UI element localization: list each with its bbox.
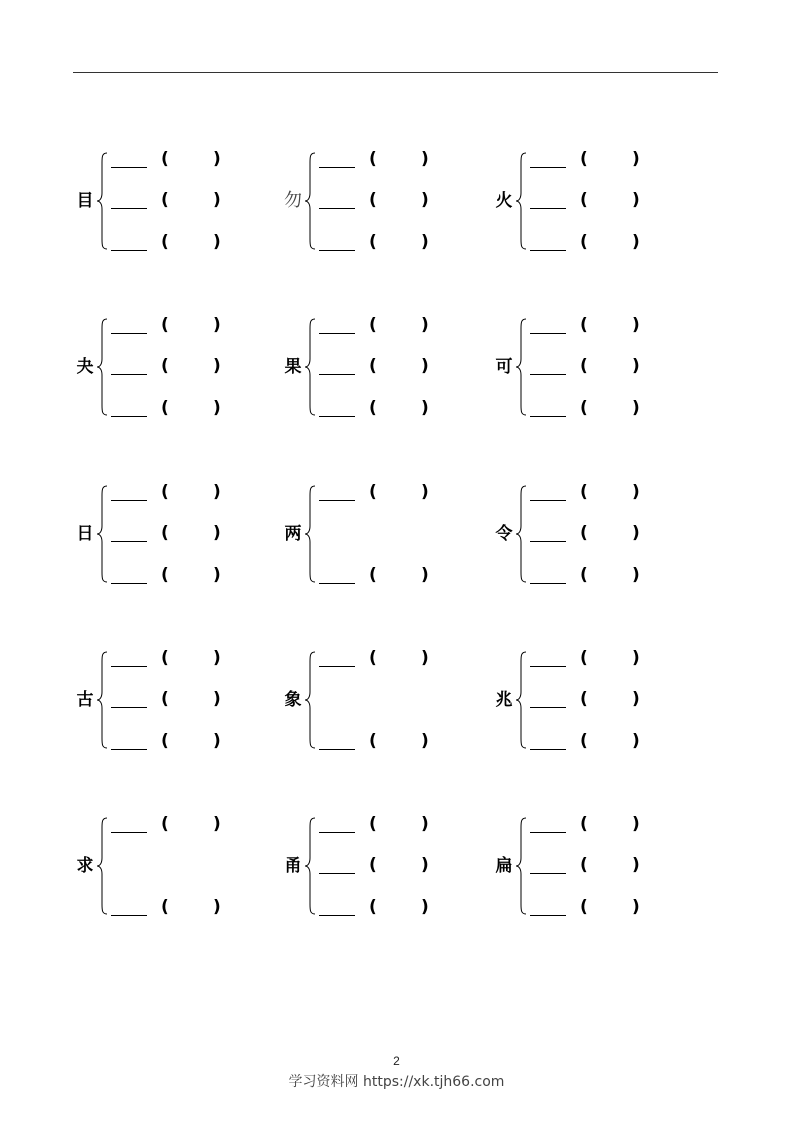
open-paren: ( [580, 855, 588, 875]
compound-group [73, 650, 273, 750]
compound-group [281, 317, 481, 417]
close-paren: ) [632, 356, 640, 376]
close-paren: ) [421, 897, 429, 917]
compound-group [281, 650, 481, 750]
compound-group [73, 484, 273, 584]
fill-in-blank[interactable] [319, 915, 355, 916]
answer-slot [111, 317, 231, 337]
compound-group [73, 816, 273, 916]
open-paren: ( [369, 315, 377, 335]
fill-in-blank[interactable] [111, 208, 147, 209]
open-paren: ( [580, 315, 588, 335]
answer-slot [530, 650, 650, 670]
answer-slot [530, 317, 650, 337]
compound-group [73, 317, 273, 417]
answer-slot [530, 816, 650, 836]
fill-in-blank[interactable] [319, 208, 355, 209]
close-paren: ) [632, 689, 640, 709]
fill-in-blank[interactable] [111, 500, 147, 501]
answer-slot [319, 567, 439, 587]
fill-in-blank[interactable] [319, 666, 355, 667]
answer-slot [111, 358, 231, 378]
open-paren: ( [580, 398, 588, 418]
close-paren: ) [421, 855, 429, 875]
base-character: 甬 [284, 856, 302, 876]
answer-slot [530, 857, 650, 877]
base-character: 兆 [495, 690, 513, 710]
base-character: 求 [76, 856, 94, 876]
close-paren: ) [632, 523, 640, 543]
open-paren: ( [580, 565, 588, 585]
close-paren: ) [632, 814, 640, 834]
close-paren: ) [632, 190, 640, 210]
close-paren: ) [213, 356, 221, 376]
compound-group [492, 816, 692, 916]
open-paren: ( [161, 565, 169, 585]
answer-slot [319, 484, 439, 504]
fill-in-blank[interactable] [530, 208, 566, 209]
curly-brace [514, 484, 528, 584]
open-paren: ( [580, 356, 588, 376]
close-paren: ) [632, 855, 640, 875]
fill-in-blank[interactable] [111, 666, 147, 667]
compound-group [281, 816, 481, 916]
fill-in-blank[interactable] [530, 416, 566, 417]
open-paren: ( [161, 315, 169, 335]
answer-slot [319, 234, 439, 254]
answer-slot [530, 525, 650, 545]
top-rule [73, 72, 718, 73]
open-paren: ( [369, 356, 377, 376]
close-paren: ) [421, 356, 429, 376]
fill-in-blank[interactable] [111, 915, 147, 916]
answer-slot [111, 691, 231, 711]
answer-slot [319, 151, 439, 171]
fill-in-blank[interactable] [319, 583, 355, 584]
close-paren: ) [213, 190, 221, 210]
curly-brace [95, 151, 109, 251]
close-paren: ) [421, 190, 429, 210]
open-paren: ( [369, 482, 377, 502]
curly-brace [514, 151, 528, 251]
close-paren: ) [632, 482, 640, 502]
fill-in-blank[interactable] [319, 374, 355, 375]
close-paren: ) [632, 232, 640, 252]
fill-in-blank[interactable] [530, 500, 566, 501]
base-character: 目 [76, 191, 94, 211]
close-paren: ) [632, 648, 640, 668]
answer-slot [530, 151, 650, 171]
close-paren: ) [421, 648, 429, 668]
curly-brace [303, 151, 317, 251]
close-paren: ) [421, 565, 429, 585]
compound-group [492, 317, 692, 417]
open-paren: ( [161, 648, 169, 668]
close-paren: ) [213, 814, 221, 834]
fill-in-blank[interactable] [111, 416, 147, 417]
page-number: 2 [393, 1054, 400, 1068]
open-paren: ( [369, 565, 377, 585]
open-paren: ( [580, 149, 588, 169]
close-paren: ) [213, 689, 221, 709]
close-paren: ) [213, 232, 221, 252]
answer-slot [530, 733, 650, 753]
fill-in-blank[interactable] [319, 749, 355, 750]
close-paren: ) [421, 731, 429, 751]
open-paren: ( [161, 482, 169, 502]
open-paren: ( [580, 897, 588, 917]
close-paren: ) [421, 482, 429, 502]
close-paren: ) [632, 731, 640, 751]
base-character: 可 [495, 357, 513, 377]
compound-group [73, 151, 273, 251]
open-paren: ( [161, 190, 169, 210]
answer-slot [319, 857, 439, 877]
fill-in-blank[interactable] [530, 749, 566, 750]
fill-in-blank[interactable] [530, 666, 566, 667]
curly-brace [303, 317, 317, 417]
answer-slot [530, 234, 650, 254]
fill-in-blank[interactable] [530, 167, 566, 168]
open-paren: ( [161, 232, 169, 252]
curly-brace [95, 484, 109, 584]
fill-in-blank[interactable] [111, 707, 147, 708]
answer-slot [111, 525, 231, 545]
open-paren: ( [580, 648, 588, 668]
fill-in-blank[interactable] [530, 707, 566, 708]
compound-group [492, 484, 692, 584]
answer-slot [111, 899, 231, 919]
base-character: 夬 [76, 357, 94, 377]
fill-in-blank[interactable] [111, 250, 147, 251]
open-paren: ( [161, 356, 169, 376]
open-paren: ( [580, 731, 588, 751]
open-paren: ( [161, 814, 169, 834]
open-paren: ( [161, 689, 169, 709]
close-paren: ) [632, 565, 640, 585]
answer-slot [319, 317, 439, 337]
close-paren: ) [213, 315, 221, 335]
close-paren: ) [213, 523, 221, 543]
open-paren: ( [580, 232, 588, 252]
fill-in-blank[interactable] [111, 832, 147, 833]
base-character: 火 [495, 191, 513, 211]
fill-in-blank[interactable] [530, 374, 566, 375]
open-paren: ( [161, 398, 169, 418]
fill-in-blank[interactable] [111, 333, 147, 334]
fill-in-blank[interactable] [530, 873, 566, 874]
fill-in-blank[interactable] [319, 500, 355, 501]
curly-brace [95, 816, 109, 916]
base-character: 象 [284, 690, 302, 710]
curly-brace [514, 816, 528, 916]
answer-slot [530, 192, 650, 212]
open-paren: ( [369, 814, 377, 834]
curly-brace [303, 650, 317, 750]
close-paren: ) [213, 897, 221, 917]
answer-slot [111, 151, 231, 171]
answer-slot [111, 567, 231, 587]
compound-group [492, 650, 692, 750]
close-paren: ) [421, 398, 429, 418]
open-paren: ( [580, 190, 588, 210]
open-paren: ( [161, 149, 169, 169]
open-paren: ( [161, 523, 169, 543]
open-paren: ( [161, 897, 169, 917]
answer-slot [111, 400, 231, 420]
curly-brace [303, 484, 317, 584]
answer-slot [319, 733, 439, 753]
fill-in-blank[interactable] [530, 915, 566, 916]
close-paren: ) [632, 897, 640, 917]
close-paren: ) [213, 731, 221, 751]
open-paren: ( [161, 731, 169, 751]
answer-slot [530, 358, 650, 378]
fill-in-blank[interactable] [319, 832, 355, 833]
open-paren: ( [369, 149, 377, 169]
answer-slot [319, 192, 439, 212]
open-paren: ( [369, 897, 377, 917]
answer-slot [111, 234, 231, 254]
answer-slot [530, 400, 650, 420]
fill-in-blank[interactable] [530, 832, 566, 833]
open-paren: ( [369, 232, 377, 252]
compound-group [281, 484, 481, 584]
open-paren: ( [580, 482, 588, 502]
fill-in-blank[interactable] [111, 374, 147, 375]
answer-slot [530, 567, 650, 587]
fill-in-blank[interactable] [111, 167, 147, 168]
close-paren: ) [632, 149, 640, 169]
close-paren: ) [632, 315, 640, 335]
base-character: 勿 [284, 190, 302, 211]
base-character: 古 [76, 690, 94, 710]
curly-brace [95, 317, 109, 417]
base-character: 果 [284, 357, 302, 377]
fill-in-blank[interactable] [319, 167, 355, 168]
close-paren: ) [421, 232, 429, 252]
open-paren: ( [580, 689, 588, 709]
curly-brace [514, 650, 528, 750]
answer-slot [319, 816, 439, 836]
fill-in-blank[interactable] [111, 749, 147, 750]
open-paren: ( [580, 523, 588, 543]
curly-brace [95, 650, 109, 750]
answer-slot [111, 650, 231, 670]
fill-in-blank[interactable] [319, 416, 355, 417]
close-paren: ) [213, 149, 221, 169]
fill-in-blank[interactable] [319, 873, 355, 874]
fill-in-blank[interactable] [530, 250, 566, 251]
fill-in-blank[interactable] [111, 541, 147, 542]
open-paren: ( [369, 731, 377, 751]
fill-in-blank[interactable] [319, 333, 355, 334]
base-character: 令 [495, 524, 513, 544]
answer-slot [530, 691, 650, 711]
close-paren: ) [421, 315, 429, 335]
open-paren: ( [580, 814, 588, 834]
close-paren: ) [421, 814, 429, 834]
answer-slot [530, 484, 650, 504]
close-paren: ) [213, 482, 221, 502]
fill-in-blank[interactable] [319, 250, 355, 251]
close-paren: ) [213, 565, 221, 585]
answer-slot [319, 650, 439, 670]
base-character: 日 [76, 524, 94, 544]
answer-slot [111, 733, 231, 753]
answer-slot [111, 484, 231, 504]
curly-brace [514, 317, 528, 417]
compound-group [281, 151, 481, 251]
compound-group [492, 151, 692, 251]
fill-in-blank[interactable] [111, 583, 147, 584]
open-paren: ( [369, 398, 377, 418]
close-paren: ) [421, 149, 429, 169]
answer-slot [530, 899, 650, 919]
fill-in-blank[interactable] [530, 541, 566, 542]
answer-slot [319, 400, 439, 420]
open-paren: ( [369, 855, 377, 875]
close-paren: ) [213, 398, 221, 418]
close-paren: ) [632, 398, 640, 418]
answer-slot [319, 899, 439, 919]
open-paren: ( [369, 648, 377, 668]
answer-slot [111, 192, 231, 212]
base-character: 扁 [495, 856, 513, 876]
footer-site-text: 学习资料网 https://xk.tjh66.com [288, 1074, 505, 1090]
fill-in-blank[interactable] [530, 583, 566, 584]
fill-in-blank[interactable] [530, 333, 566, 334]
base-character: 两 [284, 524, 302, 544]
answer-slot [111, 816, 231, 836]
answer-slot [319, 358, 439, 378]
close-paren: ) [213, 648, 221, 668]
open-paren: ( [369, 190, 377, 210]
curly-brace [303, 816, 317, 916]
